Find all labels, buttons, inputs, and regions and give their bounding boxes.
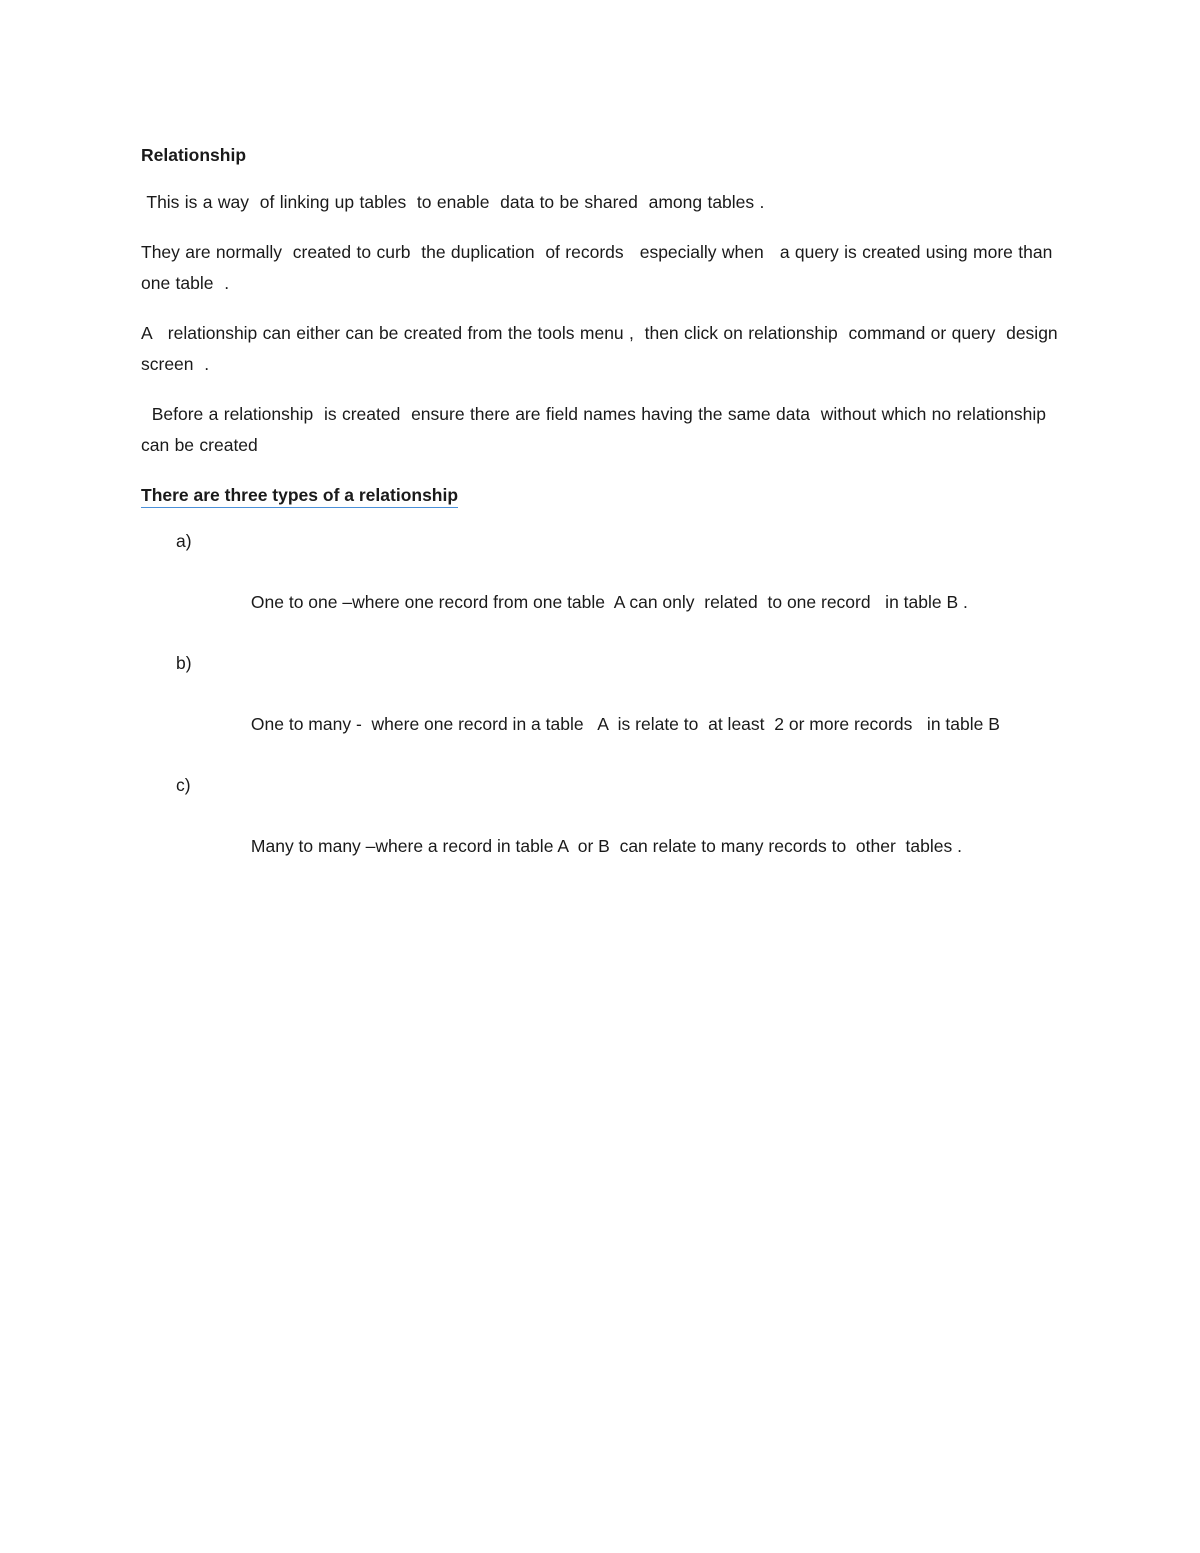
- list-marker: b): [176, 653, 192, 673]
- list-item: [141, 648, 1066, 770]
- list-item-text: One to one –where one record from one table A can only related to one record in table B .: [250, 592, 968, 612]
- list-item: [141, 770, 1066, 892]
- document-heading: Relationship: [141, 145, 247, 165]
- relationship-types-list: [141, 526, 1066, 892]
- subheading-row: [141, 480, 1066, 526]
- paragraph-definition: This is a way of linking up tables to enable data to be shared among tables .: [141, 192, 765, 212]
- list-marker: c): [176, 775, 191, 795]
- list-marker: a): [176, 531, 192, 551]
- document-body: [141, 142, 1066, 892]
- list-item: [141, 526, 1066, 648]
- paragraph-purpose: They are normally created to curb the duplication of records especially when a query is created using more than one table .: [141, 242, 1064, 293]
- list-item-text: One to many - where one record in a table A is relate to at least 2 or more records in table B: [250, 714, 1000, 734]
- list-item-text: Many to many –where a record in table A or B can relate to many records to other tables .: [250, 836, 962, 856]
- paragraph-requirement: Before a relationship is created ensure there are field names having the same data without which no relationship can be created: [141, 404, 1052, 455]
- paragraph-creation: A relationship can either can be created from the tools menu , then click on relationship command or query design screen .: [141, 323, 1064, 374]
- types-subheading: There are three types of a relationship: [141, 484, 458, 508]
